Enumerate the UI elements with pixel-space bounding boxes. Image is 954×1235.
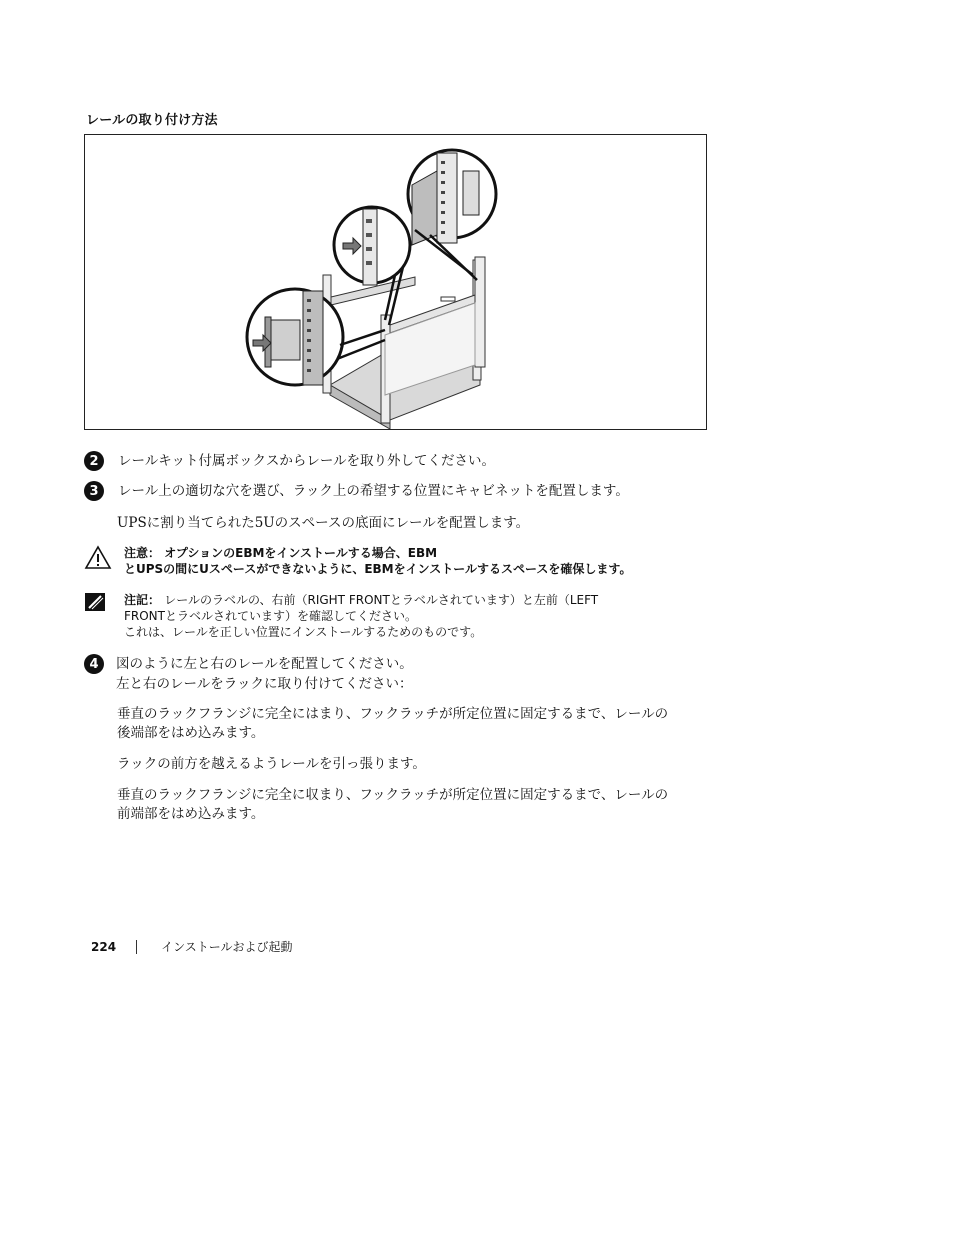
step-3-text: レール上の適切な穴を選び、ラック上の希望する位置にキャビネットを配置します。 [118, 483, 629, 499]
note-text [124, 592, 598, 640]
step-number-badge: 3 [84, 481, 104, 501]
detail-line: 垂直のラックフランジに完全に収まり、フックラッチが所定位置に固定するまで、レールの [117, 787, 669, 803]
step-3-detail: UPSに割り当てられた5Uのスペースの底面にレールを配置します。 [117, 515, 530, 531]
step-4-detail-3 [117, 786, 767, 824]
step-3 [84, 481, 629, 501]
pencil-note-icon [84, 592, 114, 640]
rail-installation-figure [84, 134, 707, 430]
rack-rail-illustration [85, 135, 706, 429]
footer-divider [136, 940, 137, 954]
caution-text [124, 545, 631, 577]
step-4-line1: 図のように左と右のレールを配置してください。 [116, 656, 413, 672]
step-number-badge: 4 [84, 654, 104, 674]
page-number: 224 [91, 939, 117, 954]
step-4-detail-2 [117, 755, 767, 774]
step-number-badge: 2 [84, 451, 104, 471]
note-line3: これは、レールを正しい位置にインストールするためのものです。 [124, 625, 483, 639]
page-footer [91, 938, 292, 955]
caution-line1: オプションのEBMをインストールする場合、EBM [164, 546, 438, 560]
step-2-text: レールキット付属ボックスからレールを取り外してください。 [118, 453, 496, 469]
detail-line: 前端部をはめ込みます。 [117, 806, 265, 822]
step-4-line2: 左と右のレールをラックに取り付けてください： [116, 676, 413, 692]
step-4 [84, 654, 413, 694]
caution-notice [84, 545, 631, 577]
step-2 [84, 451, 495, 471]
footer-section-title: インストールおよび起動 [161, 940, 293, 954]
detail-line: 後端部をはめ込みます。 [117, 725, 265, 741]
note-notice [84, 592, 598, 640]
caution-line2: とUPSの間にUスペースができないように、EBMをインストールするスペースを確保します。 [124, 562, 632, 576]
warning-triangle-icon [84, 545, 114, 577]
note-line2: FRONTとラベルされています）を確認してください。 [124, 609, 417, 623]
detail-line: 垂直のラックフランジに完全にはまり、フックラッチが所定位置に固定するまで、レールの [117, 706, 669, 722]
section-title: レールの取り付け方法 [86, 113, 218, 128]
step-4-detail-1 [117, 705, 767, 743]
step-4-text [116, 654, 413, 694]
caution-label: 注意： [124, 546, 161, 560]
note-line1: レールのラベルの、右前（RIGHT FRONTとラベルされています）と左前（LEFT [164, 593, 599, 607]
detail-line: ラックの前方を越えるようレールを引っ張ります。 [117, 756, 426, 772]
note-label: 注記： [124, 593, 161, 607]
